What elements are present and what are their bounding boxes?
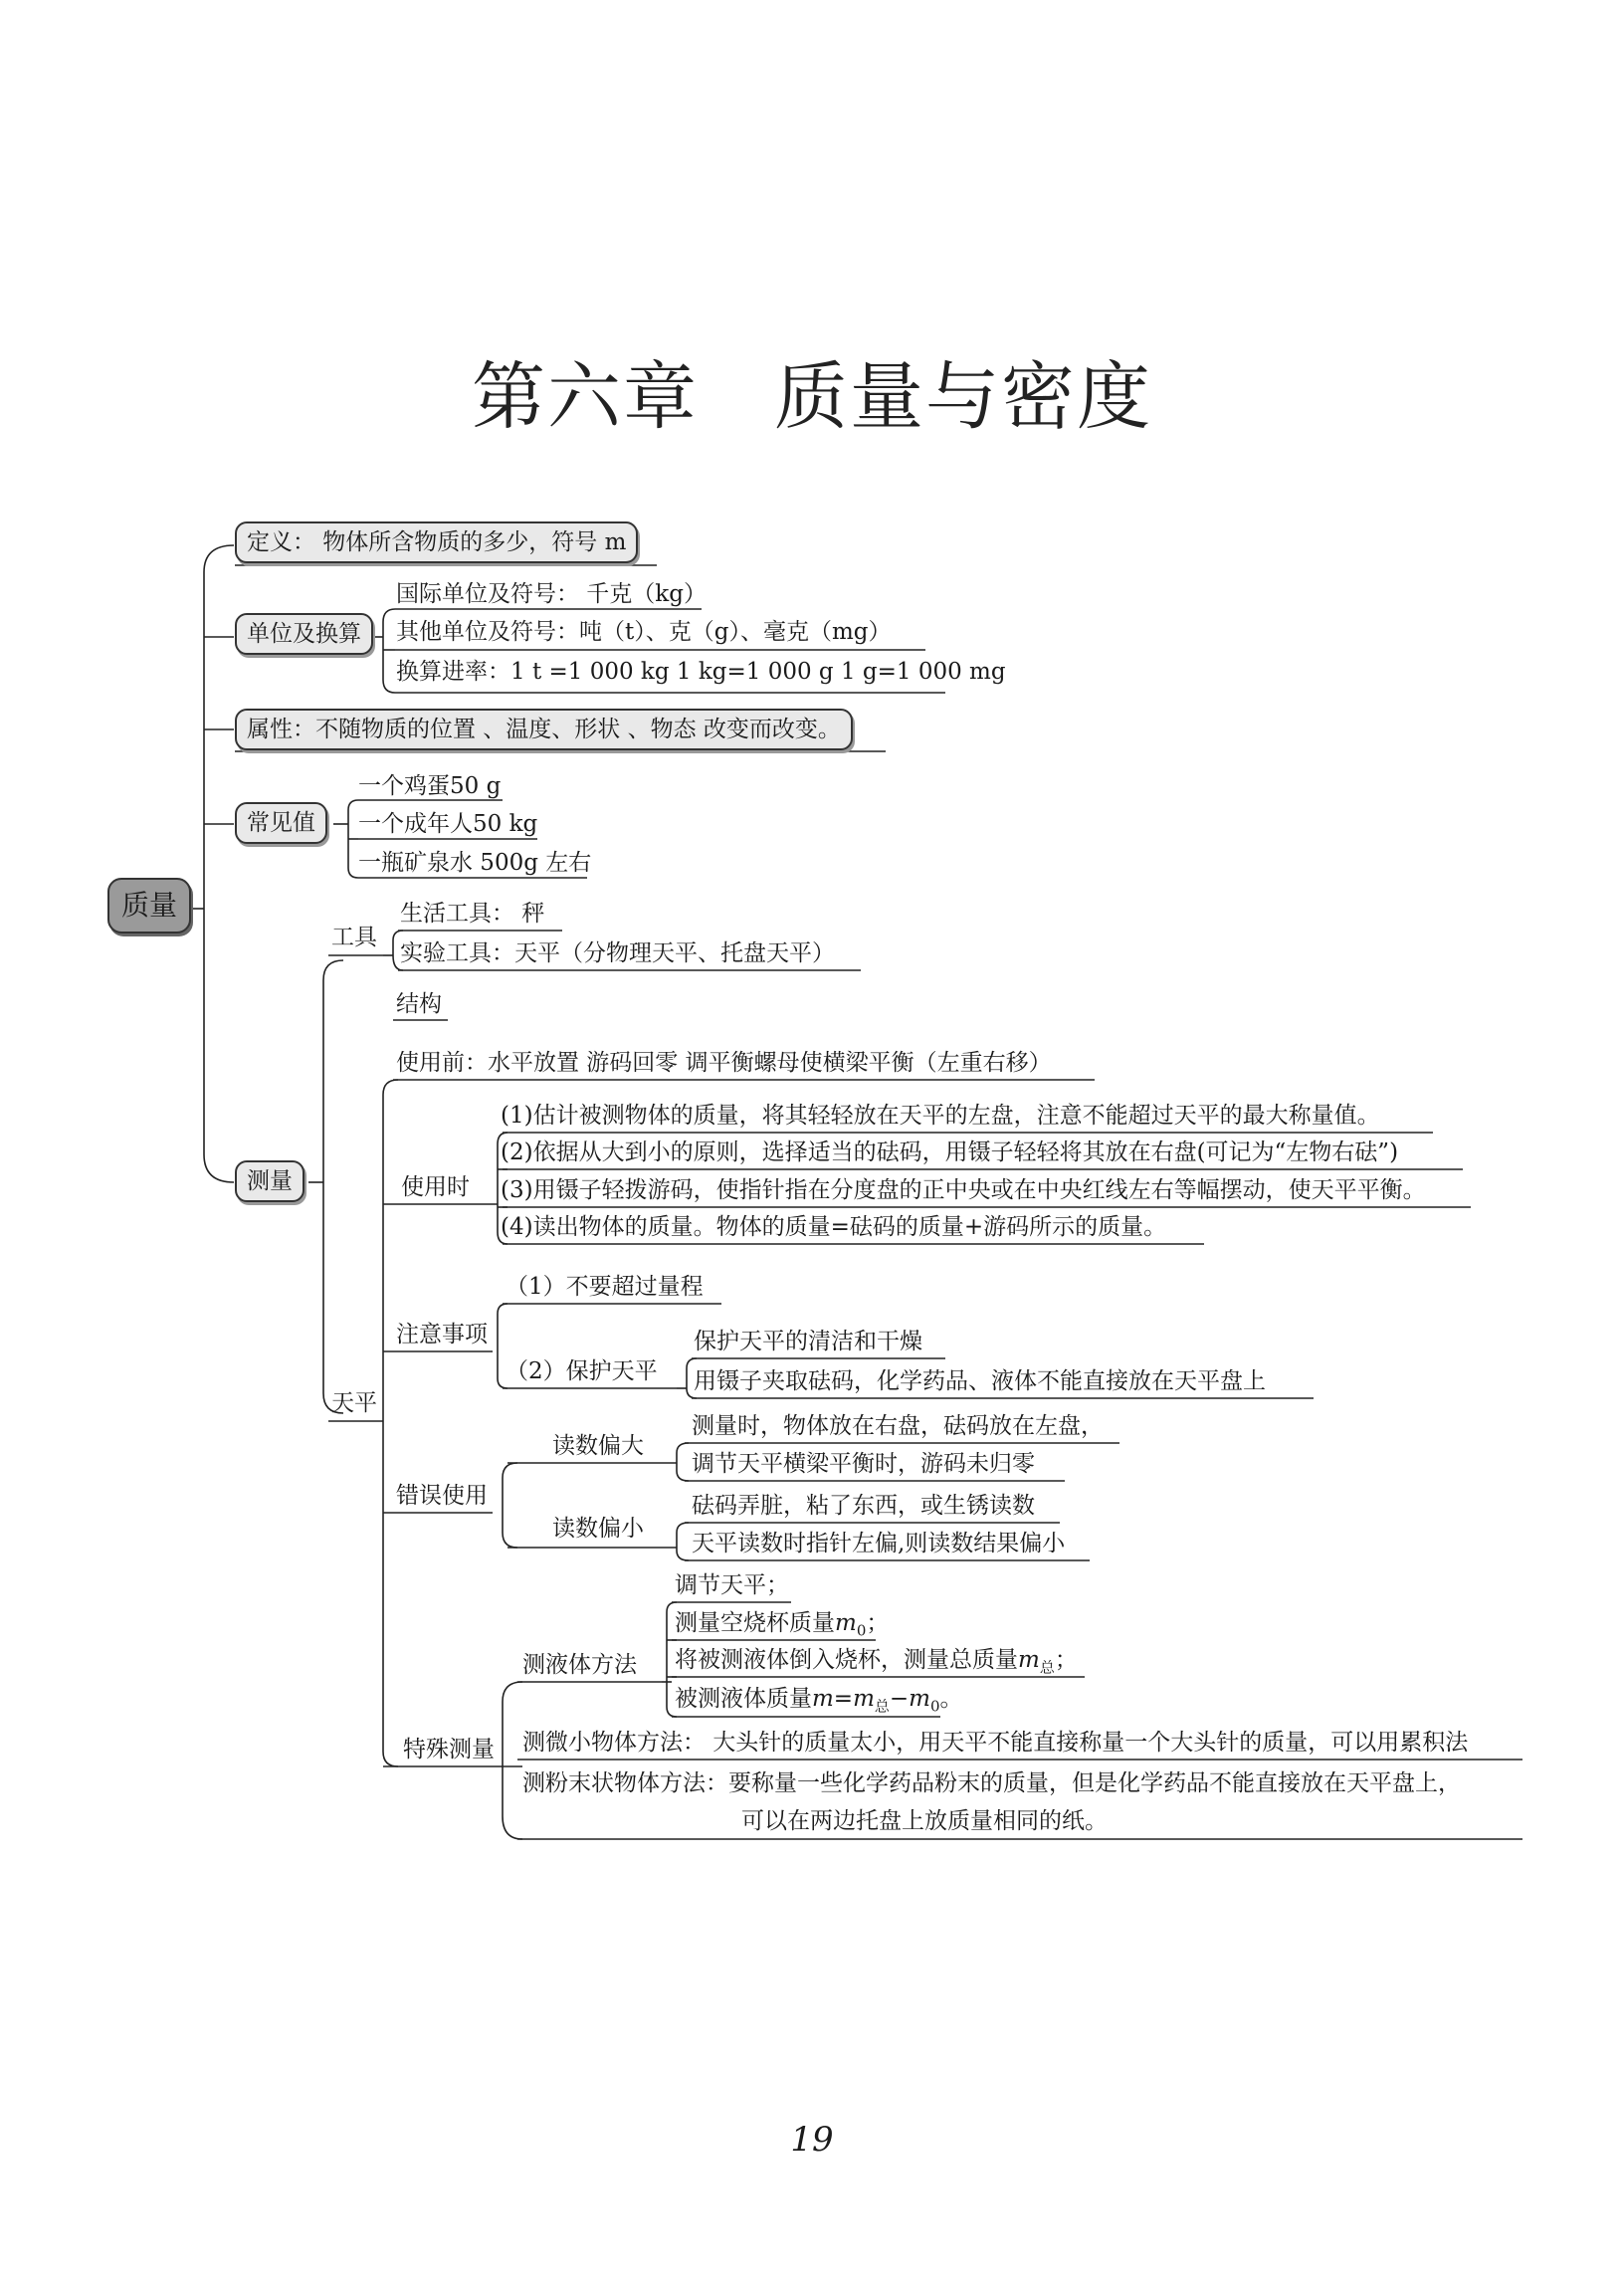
small-object-method: 测微小物体方法： 大头针的质量太小，用天平不能直接称量一个大头针的质量，可以用累积法 [522,1730,1469,1756]
special-label: 特殊测量 [403,1737,495,1762]
common-value-item: 一个成年人50 kg [358,811,538,837]
unit-item: 国际单位及符号： 千克（kg） [396,581,707,607]
common-values-node: 常见值 [235,802,327,844]
reading-large-item: 调节天平横梁平衡时，游码未归零 [692,1451,1035,1477]
property-node: 属性：不随物质的位置 、温度、形状 、物态 改变而改变。 [235,709,853,750]
page-title: 第六章 质量与密度 [472,354,1152,440]
liquid-step: 将被测液体倒入烧杯，测量总质量$m_总$； [675,1647,1078,1677]
tool-item: 实验工具：天平（分物理天平、托盘天平） [400,940,835,966]
units-node: 单位及换算 [235,613,373,655]
before-use-text: 使用前：水平放置 游码回零 调平衡螺母使横梁平衡（左重右移） [396,1050,1052,1076]
structure-label: 结构 [396,991,442,1017]
using-step: (1)估计被测物体的质量，将其轻轻放在天平的左盘，注意不能超过天平的最大称量值。 [501,1103,1380,1129]
liquid-step: 调节天平； [675,1572,789,1598]
reading-large-label: 读数偏大 [552,1433,644,1459]
powder-method-cont: 可以在两边托盘上放质量相同的纸。 [741,1808,1108,1834]
powder-method: 测粉末状物体方法：要称量一些化学药品粉末的质量，但是化学药品不能直接放在天平盘上， [522,1770,1461,1796]
common-value-item: 一瓶矿泉水 500g 左右 [358,850,592,876]
page-number: 19 [790,2120,834,2160]
using-step: (2)依据从大到小的原则，选择适当的砝码，用镊子轻轻将其放在右盘(可记为“左物右砝”) [501,1140,1399,1165]
note-item-1: （1）不要超过量程 [506,1274,704,1300]
reading-large-item: 测量时，物体放在右盘，砝码放在左盘， [692,1413,1104,1439]
unit-item: 换算进率：1 t =1 000 kg 1 kg=1 000 g 1 g=1 000 mg [396,659,1006,685]
liquid-step: 测量空烧杯质量$m_0$； [675,1610,890,1640]
common-value-item: 一个鸡蛋50 g [358,773,502,799]
tool-item: 生活工具： 秤 [400,901,545,927]
measure-node: 测量 [235,1160,304,1202]
using-step: (4)读出物体的质量。物体的质量=砝码的质量+游码所示的质量。 [501,1214,1167,1240]
using-label: 使用时 [401,1174,470,1200]
reading-small-item: 砝码弄脏，粘了东西，或生锈读数 [692,1493,1035,1519]
reading-small-item: 天平读数时指针左偏,则读数结果偏小 [692,1531,1066,1556]
note-sub-item: 保护天平的清洁和干燥 [694,1329,922,1354]
errors-label: 错误使用 [396,1483,488,1509]
notes-label: 注意事项 [396,1322,488,1347]
root-node: 质量 [107,878,191,933]
using-step: (3)用镊子轻拨游码，使指针指在分度盘的正中央或在中央红线左右等幅摆动，使天平平衡。 [501,1177,1426,1203]
liquid-step: 被测液体质量$m=m_总-m_0$。 [675,1686,963,1716]
note-sub-item: 用镊子夹取砝码，化学药品、液体不能直接放在天平盘上 [694,1368,1266,1394]
unit-item: 其他单位及符号：吨（t）、克（g）、毫克（mg） [396,619,892,645]
liquid-method-label: 测液体方法 [522,1652,637,1678]
tools-label: 工具 [331,925,377,950]
reading-small-label: 读数偏小 [552,1516,644,1542]
balance-label: 天平 [331,1390,377,1416]
note-item-2: （2）保护天平 [506,1358,658,1384]
definition-node: 定义： 物体所含物质的多少，符号 m [235,521,638,563]
